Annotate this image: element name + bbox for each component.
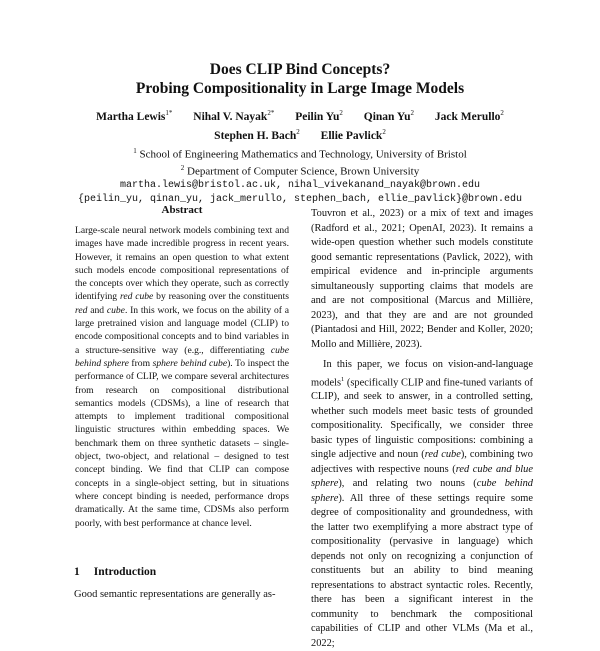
paragraph: Touvron et al., 2023) or a mix of text and images (Radford et al., 2021; OpenAI, 2023). It remains a wide-open question whether such models constitute good semantic representations (Pavlick, 2022), with empirical evidence and in-principle arguments simultaneously supporting claims that models are and are not compositional (Marcus and Millière, 2023), and that they are and are not grounded (Piantadosi and Hill, 2022; Bender and Koller, 2020; Mollo and Millière, 2023). — [311, 208, 533, 350]
affiliation: $^1$ School of Engineering Mathematics and Technology, University of Bristol — [133, 146, 467, 161]
author: Peilin Yu$^2$ — [295, 109, 343, 123]
section-title: Introduction — [93, 566, 157, 578]
abstract-section — [58, 204, 306, 530]
section-heading-introduction — [74, 566, 156, 578]
paper-header — [0, 60, 600, 207]
paper-title-line-1: Does CLIP Bind Concepts? — [209, 61, 391, 78]
author: Stephen H. Bach$^2$ — [214, 127, 300, 142]
author: Nihal V. Nayak$^{2*}$ — [193, 109, 275, 123]
email-line: {peilin_yu, qinan_yu, jack_merullo, stephen_bach, ellie_pavlick}@brown.edu — [77, 193, 523, 205]
email-line: martha.lewis@bristol.ac.uk, nihal_vivekanand_nayak@brown.edu — [119, 179, 481, 191]
author: Qinan Yu$^2$ — [363, 109, 415, 123]
author: Martha Lewis$^{1*}$ — [96, 109, 173, 123]
footnote-marker: 1 — [341, 375, 345, 383]
paper-title-line-2: Probing Compositionality in Large Image Models — [135, 80, 465, 97]
abstract-heading: Abstract — [161, 204, 203, 216]
intro-first-line: Good semantic representations are generally as- — [74, 589, 276, 600]
author-list — [0, 106, 600, 144]
author: Ellie Pavlick$^2$ — [320, 127, 386, 142]
author-row-2 — [0, 125, 600, 144]
section-number: 1 — [74, 566, 80, 578]
author-row-1 — [0, 106, 600, 125]
right-column-text — [311, 207, 533, 651]
abstract-body: Large-scale neural network models combining text and images have made incredible progress in recent years. However, it remains an open question to what extent such models encode compositional representations of the concepts over which they operate, such as correctly identifying red cube by reasoning over the constituents red and cube. In this work, we focus on the ability of a large pretrained vision and language model (CLIP) to encode compositional concepts and to bind variables in a structure-sensitive way (e.g., differentiating cube behind sphere from sphere behind cube). To inspect the performance of CLIP, we compare several architectures from research on compositional distributional semantics models (CDSMs), a line of research that attempts to implement traditional compositional linguistic structures within embedding spaces. We benchmark them on three synthetic datasets – single-object, two-object, and relational – designed to test concept binding. We find that CLIP can compose concepts in a single-object setting, but in situations where concept binding is needed, performance drops dramatically. At the same time, CDSMs also perform poorly, with best performance at chance level. — [75, 225, 290, 529]
author: Jack Merullo$^2$ — [434, 109, 504, 123]
paragraph: In this paper, we focus on vision-and-language models$^1$ (specifically CLIP and fine-tuned variants of CLIP), and seek to answer, in a controlled setting, whether such models meet basic tests of grounded compositionality. Specifically, we consider three basic types of linguistic compositions: combining a single adjective and noun (red cube), combining two adjectives with respective nouns (red cube and blue sphere), and relating two nouns (cube behind sphere). All three of these settings require some degree of compositionality and groundedness, with the latter two exemplifying a more abstract type of compositionality (pervasive in language) which depends not only on recognizing a conjunction of constituents but an ability to bind meaning representations to abstract syntactic roles. Recently, there has been a significant interest in the community to benchmark the compositional capabilities of CLIP and other VLMs (Ma et al., 2022; — [311, 359, 533, 649]
affiliation: $^2$ Department of Computer Science, Brown University — [180, 164, 420, 178]
